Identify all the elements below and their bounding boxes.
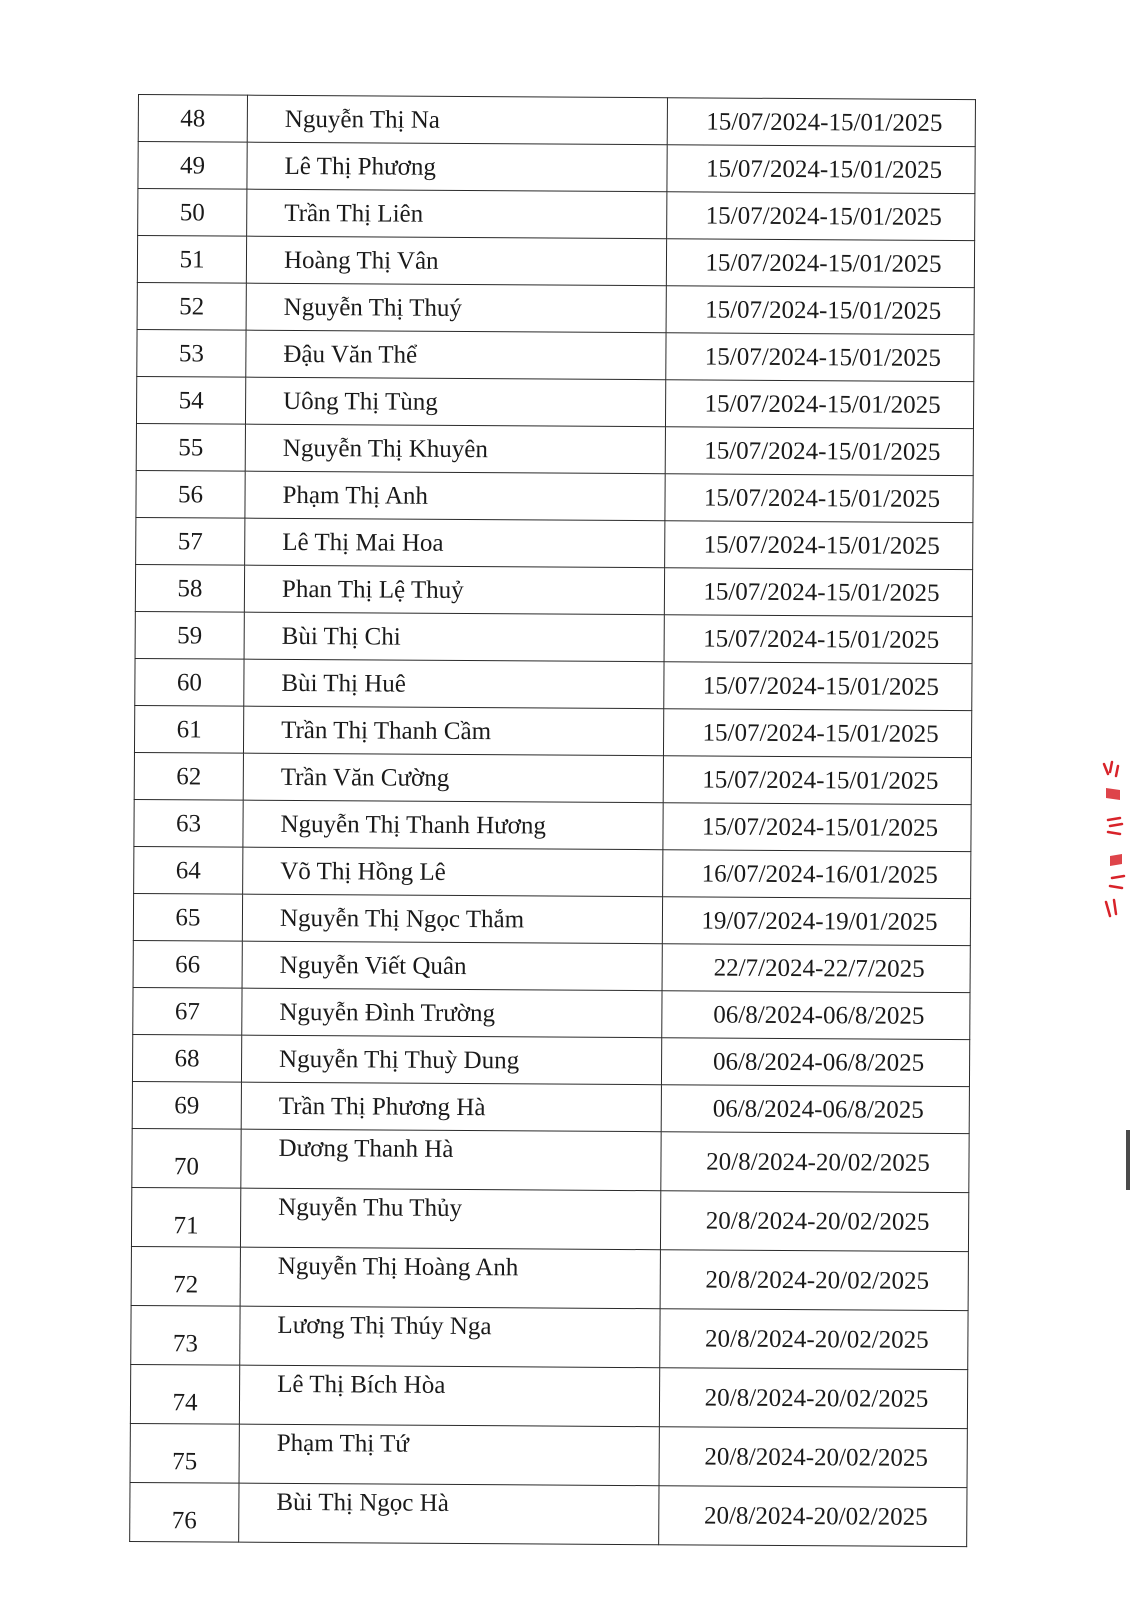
row-number-cell: 67: [133, 987, 242, 1035]
table-row: [130, 1482, 967, 1546]
date-range-cell: 06/8/2024-06/8/2025: [661, 1085, 969, 1134]
full-name-cell: Hoàng Thị Vân: [246, 236, 666, 286]
table-row: [133, 987, 970, 1039]
full-name-cell: Nguyễn Thị Ngọc Thắm: [242, 894, 662, 944]
table-row: [138, 189, 975, 241]
full-name-cell: Lê Thị Bích Hòa: [239, 1365, 659, 1427]
table-row: [136, 470, 973, 522]
row-number-cell: 69: [132, 1081, 241, 1129]
table-row: [135, 658, 972, 710]
row-number-cell: 76: [130, 1482, 239, 1542]
date-range-cell: 20/8/2024-20/02/2025: [659, 1486, 967, 1547]
date-range-cell: 16/07/2024-16/01/2025: [663, 850, 971, 899]
full-name-cell: Uông Thị Tùng: [245, 377, 665, 427]
date-range-cell: 15/07/2024-15/01/2025: [666, 286, 974, 335]
date-range-cell: 15/07/2024-15/01/2025: [667, 145, 975, 194]
full-name-cell: Nguyễn Đình Trường: [242, 988, 662, 1038]
table-row: [132, 1081, 969, 1133]
row-number-cell: 49: [138, 142, 247, 190]
date-range-cell: 15/07/2024-15/01/2025: [666, 333, 974, 382]
full-name-cell: Võ Thị Hồng Lê: [243, 847, 663, 897]
red-stamp-fragment: [1098, 760, 1126, 940]
full-name-cell: Trần Thị Phương Hà: [241, 1082, 661, 1132]
full-name-cell: Trần Văn Cường: [243, 753, 663, 803]
full-name-cell: Bùi Thị Huê: [244, 659, 664, 709]
row-number-cell: 66: [133, 940, 242, 988]
full-name-cell: Dương Thanh Hà: [241, 1129, 661, 1191]
row-number-cell: 75: [130, 1423, 239, 1483]
date-range-cell: 15/07/2024-15/01/2025: [663, 756, 971, 805]
table-row: [134, 799, 971, 851]
date-range-cell: 06/8/2024-06/8/2025: [661, 1038, 969, 1087]
row-number-cell: 70: [132, 1128, 241, 1188]
date-range-cell: 15/07/2024-15/01/2025: [663, 709, 971, 758]
row-number-cell: 56: [136, 470, 245, 518]
full-name-cell: Bùi Thị Chi: [244, 612, 664, 662]
table-row: [133, 940, 970, 992]
full-name-cell: Bùi Thị Ngọc Hà: [239, 1483, 659, 1545]
row-number-cell: 57: [136, 517, 245, 565]
full-name-cell: Phan Thị Lệ Thuỷ: [244, 565, 664, 615]
full-name-cell: Phạm Thị Tứ: [239, 1424, 659, 1486]
full-name-cell: Nguyễn Thu Thủy: [240, 1188, 660, 1250]
row-number-cell: 74: [130, 1364, 239, 1424]
full-name-cell: Nguyễn Thị Thuý: [246, 283, 666, 333]
date-range-cell: 15/07/2024-15/01/2025: [664, 615, 972, 664]
full-name-cell: Trần Thị Liên: [247, 189, 667, 239]
full-name-cell: Nguyễn Viết Quân: [242, 941, 662, 991]
table-row: [136, 376, 973, 428]
table-row: [134, 752, 971, 804]
full-name-cell: Phạm Thị Anh: [245, 471, 665, 521]
table-row: [131, 1187, 968, 1251]
date-range-cell: 06/8/2024-06/8/2025: [662, 991, 970, 1040]
table-row: [134, 705, 971, 757]
row-number-cell: 63: [134, 799, 243, 847]
row-number-cell: 58: [135, 564, 244, 612]
row-number-cell: 55: [136, 423, 245, 471]
full-name-cell: Lê Thị Phương: [247, 142, 667, 192]
date-range-cell: 15/07/2024-15/01/2025: [665, 427, 973, 476]
date-range-cell: 15/07/2024-15/01/2025: [665, 380, 973, 429]
date-range-cell: 15/07/2024-15/01/2025: [664, 568, 972, 617]
date-range-cell: 22/7/2024-22/7/2025: [662, 944, 970, 993]
table-row: [132, 1128, 969, 1192]
table-row: [137, 236, 974, 288]
row-number-cell: 59: [135, 611, 244, 659]
date-range-cell: 15/07/2024-15/01/2025: [665, 474, 973, 523]
table-row: [130, 1423, 967, 1487]
row-number-cell: 53: [137, 329, 246, 377]
date-range-cell: 15/07/2024-15/01/2025: [667, 192, 975, 241]
row-number-cell: 51: [137, 236, 246, 284]
row-number-cell: 62: [134, 752, 243, 800]
table-row: [134, 846, 971, 898]
table-row: [138, 95, 975, 147]
full-name-cell: Lương Thị Thúy Nga: [240, 1306, 660, 1368]
row-number-cell: 60: [135, 658, 244, 706]
date-range-cell: 15/07/2024-15/01/2025: [666, 239, 974, 288]
table-row: [132, 1034, 969, 1086]
date-range-cell: 19/07/2024-19/01/2025: [662, 897, 970, 946]
date-range-cell: 20/8/2024-20/02/2025: [661, 1132, 969, 1193]
row-number-cell: 52: [137, 282, 246, 330]
row-number-cell: 48: [138, 95, 247, 143]
row-number-cell: 72: [131, 1246, 240, 1306]
full-name-cell: Nguyễn Thị Hoàng Anh: [240, 1247, 660, 1309]
full-name-cell: Lê Thị Mai Hoa: [245, 518, 665, 568]
row-number-cell: 65: [133, 893, 242, 941]
roster-table-body: [130, 95, 976, 1547]
full-name-cell: Trần Thị Thanh Cầm: [243, 706, 663, 756]
table-row: [137, 329, 974, 381]
scan-edge-mark: [1126, 1130, 1130, 1190]
full-name-cell: Nguyễn Thị Thuỳ Dung: [241, 1035, 661, 1085]
date-range-cell: 20/8/2024-20/02/2025: [660, 1250, 968, 1311]
date-range-cell: 20/8/2024-20/02/2025: [659, 1427, 967, 1488]
date-range-cell: 15/07/2024-15/01/2025: [663, 803, 971, 852]
table-row: [133, 893, 970, 945]
row-number-cell: 68: [132, 1034, 241, 1082]
table-row: [138, 142, 975, 194]
table-row: [137, 282, 974, 334]
row-number-cell: 64: [134, 846, 243, 894]
date-range-cell: 15/07/2024-15/01/2025: [664, 662, 972, 711]
date-range-cell: 15/07/2024-15/01/2025: [667, 98, 975, 147]
table-row: [131, 1246, 968, 1310]
full-name-cell: Nguyễn Thị Thanh Hương: [243, 800, 663, 850]
table-row: [131, 1305, 968, 1369]
row-number-cell: 73: [131, 1305, 240, 1365]
date-range-cell: 20/8/2024-20/02/2025: [660, 1191, 968, 1252]
full-name-cell: Đậu Văn Thể: [246, 330, 666, 380]
table-row: [136, 517, 973, 569]
stamp-mark-icon: [1098, 760, 1126, 940]
date-range-cell: 20/8/2024-20/02/2025: [659, 1368, 967, 1429]
table-row: [130, 1364, 967, 1428]
full-name-cell: Nguyễn Thị Khuyên: [245, 424, 665, 474]
roster-table: [129, 94, 976, 1547]
row-number-cell: 71: [131, 1187, 240, 1247]
row-number-cell: 54: [136, 376, 245, 424]
date-range-cell: 15/07/2024-15/01/2025: [665, 521, 973, 570]
table-row: [136, 423, 973, 475]
row-number-cell: 61: [134, 705, 243, 753]
table-row: [135, 564, 972, 616]
date-range-cell: 20/8/2024-20/02/2025: [660, 1309, 968, 1370]
table-row: [135, 611, 972, 663]
row-number-cell: 50: [138, 189, 247, 237]
full-name-cell: Nguyễn Thị Na: [247, 95, 667, 145]
